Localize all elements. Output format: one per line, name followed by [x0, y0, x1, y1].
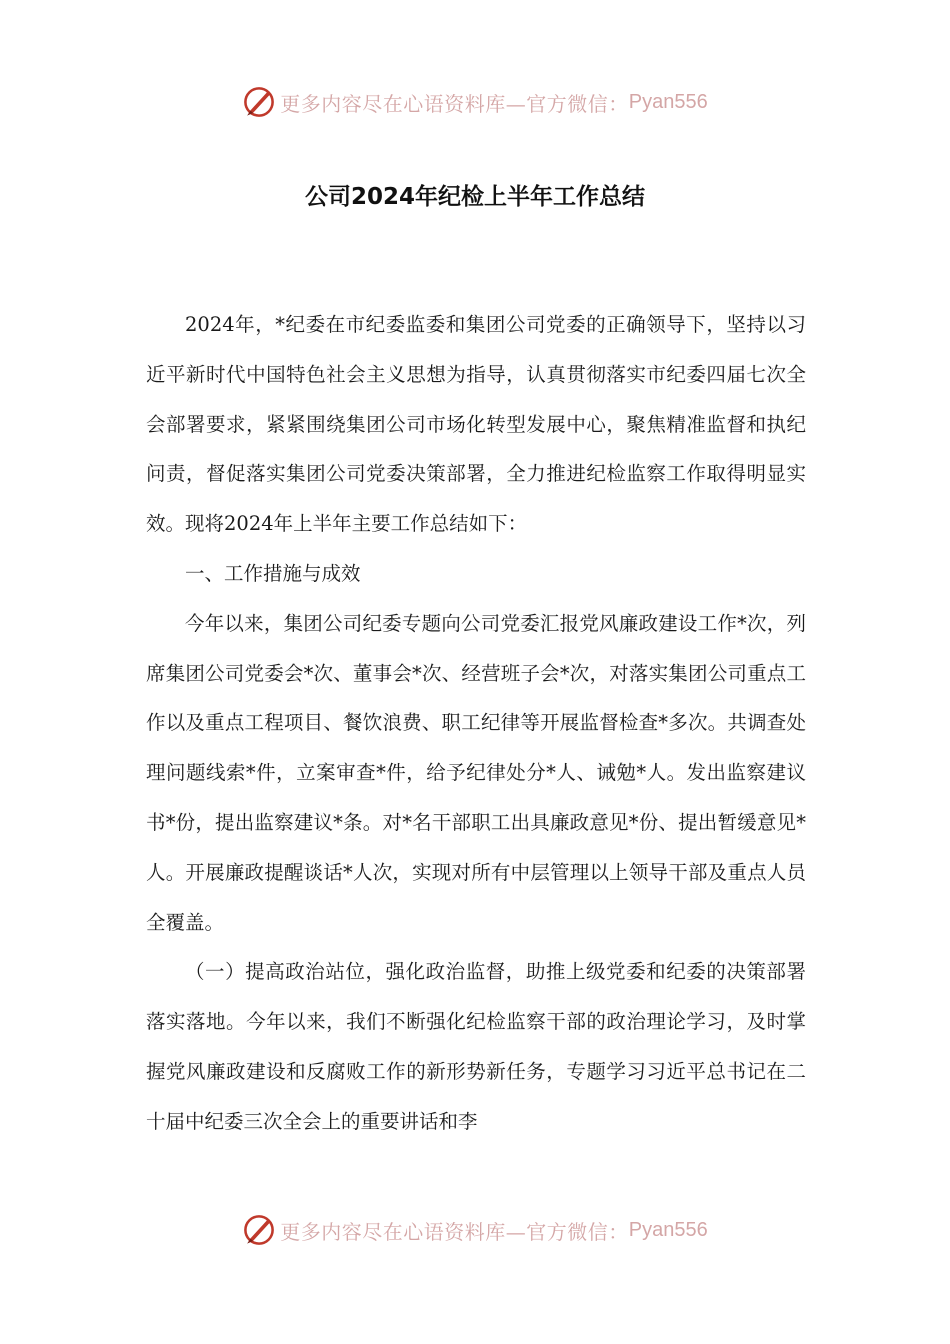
watermark-text: 更多内容尽在心语资料库—官方微信：	[280, 91, 629, 116]
pen-quill-icon	[242, 85, 276, 119]
pen-quill-icon	[242, 1213, 276, 1247]
paragraph-intro: 2024年，*纪委在市纪委监委和集团公司党委的正确领导下，坚持以习近平新时代中国特色社会主义思想为指导，认真贯彻落实市纪委四届七次全会部署要求，紧紧围绕集团公司市场化转型发展中心，聚焦精准监督和执纪问责，督促落实集团公司党委决策部署，全力推进纪检监察工作取得明显实效。现将2024年上半年主要工作总结如下：	[146, 313, 806, 536]
document-body	[146, 300, 806, 1147]
document-title: 公司2024年纪检上半年工作总结	[304, 184, 645, 210]
watermark-banner-top	[0, 82, 950, 122]
paragraph-political-supervision: （一）提高政治站位，强化政治监督，助推上级党委和纪委的决策部署落实落地。今年以来，我们不断强化纪检监察干部的政治理论学习，及时掌握党风廉政建设和反腐败工作的新形势新任务，专题学习习近平总书记在二十届中纪委三次全会上的重要讲话和李	[146, 960, 806, 1133]
watermark-wechat: Pyan556	[628, 1218, 708, 1241]
paragraph-measures: 今年以来，集团公司纪委专题向公司党委汇报党风廉政建设工作*次，列席集团公司党委会*次、董事会*次、经营班子会*次，对落实集团公司重点工作以及重点工程项目、餐饮浪费、职工纪律等开展监督检查*多次。共调查处理问题线索*件，立案审查*件，给予纪律处分*人、诫勉*人。发出监察建议书*份，提出监察建议*条。对*名干部职工出具廉政意见*份、提出暂缓意见*人。开展廉政提醒谈话*人次，实现对所有中层管理以上领导干部及重点人员全覆盖。	[146, 611, 806, 934]
watermark-banner-bottom	[0, 1210, 950, 1250]
watermark-wechat: Pyan556	[628, 90, 708, 113]
watermark-text: 更多内容尽在心语资料库—官方微信：	[280, 1219, 629, 1244]
section-heading: 一、工作措施与成效	[185, 561, 361, 585]
